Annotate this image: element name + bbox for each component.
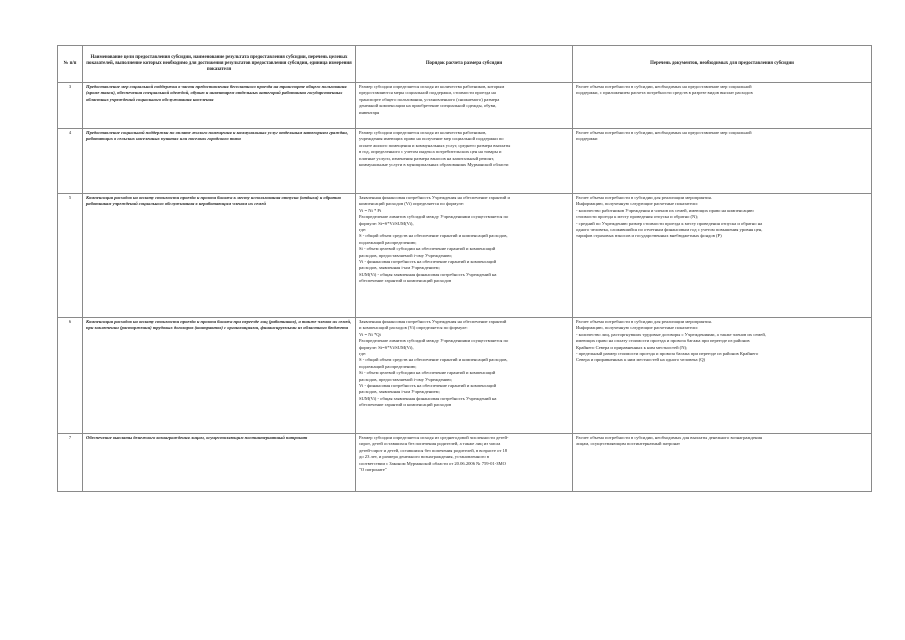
procedure-line: формуле: Si=S*Vi/SUM(Vi), [359,344,414,350]
documents-line: Расчет объема потребности в субсидии, необходимых на предоставление мер социальной [576,130,752,135]
documents-line: имеющих право на оплату стоимости проезда и провоза багажа при переезде из районов [576,338,750,344]
documents-line: лицам, осуществляющим постинтернатный патронат [576,441,681,447]
procedure-line: в год, определенного с учетом индекса потребительских цен на товары и [359,149,502,155]
procedure-line: детей-сирот и детей, оставшихся без попечения родителей, в возрасте от 18 [359,447,508,453]
documents-line: Расчет объема потребности в субсидии, необходимых для выплаты денежного вознаграждения [576,435,763,440]
procedure-line: расходов, предоставляемой i-ому Учреждению; [359,376,453,382]
documents-line: - предельный размер стоимости проезда и провоза багажа при переезде из районов Крайнего [576,351,759,357]
row-goal: Предоставление мер социальной поддержки в части предоставления бесплатного проезда на транспорте общего пользования (кроме такси), обеспечения специальной одеждой, обувью и инвентарем отдельных категорий работников государственных областных учреждений социального обслуживания населения [83,83,356,129]
header-goal: Наименование цели предоставления субсидии, наименование результата предоставления субсидии, перечень целевых показателей, выполнение которых необходимо для достижения результатов предоставления субсидии, единица измерения показателя [83,46,356,83]
row-number: 6 [58,318,83,434]
procedure-line: коммунальные услуги в муниципальных образованиях Мурманской области [359,162,509,168]
row-number: 4 [58,129,83,194]
header-documents: Перечень документов, необходимых для предоставления субсидии [573,46,872,83]
row-goal: Компенсация расходов на оплату стоимости проезда и провоза багажа к месту использования отпуска (отдыха) и обратно работникам учреждений социального обслуживания в неработающим членам их семей [83,194,356,318]
procedure-line: платные услуги, изменения размера взносов на капитальный ремонт, [359,155,495,161]
procedure-line: Vi - финансовая потребность на обеспечение гарантий и компенсаций [359,383,497,389]
procedure-line: Si - объем целевой субсидии на обеспечение гарантий и компенсаций [359,246,496,252]
row-documents [573,434,872,492]
procedure-line: Заявленная финансовая потребность Учреждения на обеспечение гарантий [359,319,507,324]
procedure-line: Размер субсидии определяется исходя из количества работников, [359,130,487,135]
procedure-line: Si - объем целевой субсидии на обеспечение гарантий и компенсаций [359,370,496,376]
documents-line: стоимости проезда к месту проведения отпуска и обратно (N); [576,214,699,220]
procedure-line: "О патронате" [359,467,387,473]
procedure-line: сирот, детей оставшихся без попечения родителей, а также лиц из числа [359,441,501,447]
documents-line: Расчет объема потребности в субсидии, необходимых на предоставление мер социальной [576,84,752,89]
procedure-line: подлежащий распределению; [359,363,417,369]
procedure-line: компенсаций расходов (Vi) определяется по формуле: [359,201,465,207]
row-procedure [356,434,573,492]
row-procedure [356,129,573,194]
procedure-line: Размер субсидии определяется исходя из количества работников, которым [359,84,505,89]
row-procedure [356,194,573,318]
row-documents [573,83,872,129]
procedure-line: Vi - финансовая потребность на обеспечение гарантий и компенсаций [359,259,497,265]
procedure-line: SUM(Vi) - общая заявленная финансовая потребность Учреждений на [359,271,497,277]
procedure-line: учреждения имеющих право на получение мер социальной поддержки по [359,136,504,142]
procedure-line: где: [359,351,367,357]
row-number: 5 [58,194,83,318]
documents-line: тарифов страховых взносов и государственных внебюджетных фондов (P) [576,233,722,239]
procedure-line: обеспечение гарантий и компенсаций расходов [359,402,452,408]
row-documents [573,129,872,194]
documents-line: одного человека, сложившийся по отчетным финансовым год с учетом повышения уровня цен, [576,227,763,233]
procedure-line: SUM(Vi) - общая заявленная финансовая потребность Учреждений на [359,395,497,401]
documents-line: - количество работников Учреждения и членов их семей, имеющих право на компенсацию [576,207,754,213]
row-goal: Обеспечение выплаты денежного вознаграждения лицам, осуществляющим постинтернатный патронат [83,434,356,492]
row-number: 3 [58,83,83,129]
subsidy-table [57,45,872,492]
documents-line: Расчет объема потребности в субсидии для реализации мероприятия. [576,195,712,200]
documents-line: Крайнего Севера и приравненных к ним местностей (N); [576,344,688,350]
table-row [58,194,872,318]
row-documents [573,318,872,434]
procedure-line: обеспечение гарантий и компенсаций расходов [359,278,452,284]
procedure-line: Заявленная финансовая потребность Учреждения на обеспечение гарантий и [359,195,510,200]
procedure-line: расходов, предоставляемой i-ому Учреждению; [359,252,453,258]
header-num: № п/п [58,46,83,83]
header-procedure: Порядок расчета размера субсидии [356,46,573,83]
procedure-line: S - общий объем средств на обеспечение гарантий и компенсаций расходов, [359,357,508,363]
procedure-line: где: [359,227,367,233]
procedure-line: расходов, заявленная i-ым Учреждением; [359,265,440,271]
table-row [58,318,872,434]
procedure-line: инвентаря [359,109,380,115]
documents-line: - количество лиц, расторгнувших трудовые договоры с Учреждениями, а также членов их семей, [576,331,766,337]
documents-line: - средний по Учреждению размер стоимости проезда к месту проведения отпуска и обратно на [576,220,763,226]
procedure-line: Распределение лимитов субсидий между Учреждениями осуществляется по [359,214,509,220]
procedure-line: транспорте общего пользования, установленного (снижаемого) размера [359,96,500,102]
procedure-line: Vi = Ni * Pi [359,207,382,213]
procedure-line: формуле: Si=S*Vi/SUM(Vi), [359,220,414,226]
table-row [58,129,872,194]
documents-line: Информацию, полученную следующие расчетные показатели: [576,201,698,207]
procedure-line: Vi = Ni *Qi [359,331,381,337]
row-number: 7 [58,434,83,492]
procedure-line: и компенсаций расходов (Vi) определяется по формуле: [359,325,468,331]
documents-line: Севера и приравненных к ним местностей на одного человека (Q) [576,357,706,363]
row-procedure [356,83,573,129]
procedure-line: подлежащий распределению; [359,239,417,245]
procedure-line: S - общий объем средств на обеспечение гарантий и компенсаций расходов, [359,233,508,239]
documents-line: Информацию, полученную следующие расчетные показатели: [576,325,698,331]
procedure-line: соответствии с Законом Мурманской области от 20.06.2006 № 759-01-ЗМО [359,460,506,466]
documents-line: поддержки, с приложением расчета потребности средств в разрезе видов выплат расходов [576,90,753,96]
procedure-line: расходов, заявленная i-ым Учреждением; [359,389,440,395]
row-goal: Предоставление социальной поддержки по оплате жилого помещения и коммунальных услуг отдельным категориям граждан, работающих в сельских населенных пунктах или поселках городского типа [83,129,356,194]
documents-line: Расчет объема потребности в субсидии для реализации мероприятия. [576,319,712,324]
procedure-line: оплате жилого помещения и коммунальных услуг, среднего размера выплаты [359,142,511,148]
procedure-line: Распределение лимитов субсидий между Учреждениями осуществляется по [359,338,509,344]
table-row [58,83,872,129]
procedure-line: денежной компенсации на приобретение специальной одежды, обуви, [359,103,497,109]
procedure-line: Размер субсидии определяется исходя из среднегодовой численности детей- [359,435,509,440]
documents-line: поддержки [576,136,598,142]
row-goal: Компенсация расходов на оплату стоимости проезда и провоза багажа при переезде лиц (работников), а также членов их семей, при заключении (расторжении) трудовых договоров (контрактов) с организациями, финансируемыми из областного бюджета [83,318,356,434]
table-row [58,434,872,492]
table-header-row [58,46,872,83]
row-documents [573,194,872,318]
row-procedure [356,318,573,434]
procedure-line: предоставляются меры социальной поддержки, стоимости проезда на [359,90,496,96]
procedure-line: до 23 лет, и размера денежного вознаграждения, установленного в [359,454,490,460]
